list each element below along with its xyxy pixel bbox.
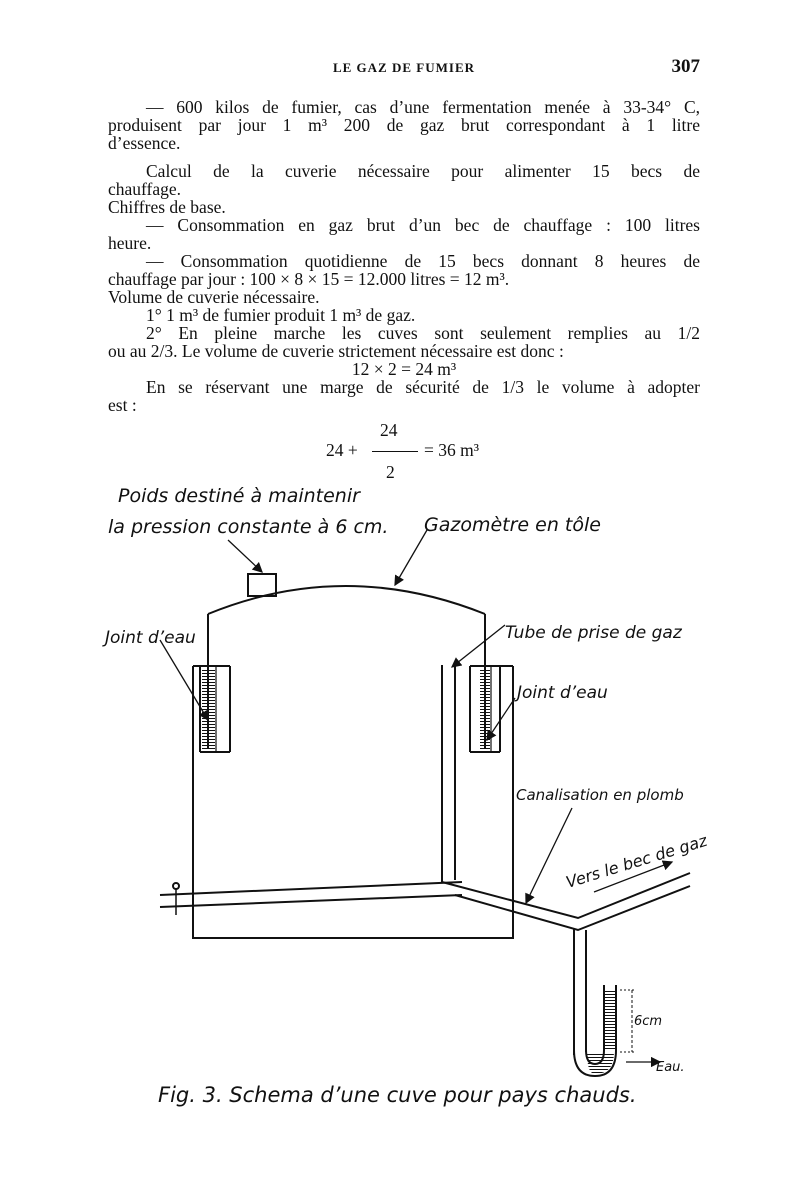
- text-line: chauffage.: [108, 179, 182, 199]
- label-lead-pipe: Canalisation en plomb: [516, 786, 684, 804]
- body-text: [108, 98, 700, 414]
- pipe-leader: [526, 808, 572, 903]
- formula-right-term: = 36 m³: [424, 440, 479, 460]
- weight-block: [248, 574, 276, 596]
- weight-leader: [228, 540, 262, 572]
- text-line: — Consommation en gaz brut d’un bec de chauffage : 100 litres: [146, 215, 700, 235]
- figure-caption: Fig. 3. Schema d’une cuve pour pays chauds.: [158, 1083, 637, 1107]
- text-line: ou au 2/3. Le volume de cuverie strictement nécessaire est donc :: [108, 341, 564, 361]
- gasometer-bell: [208, 586, 485, 748]
- label-weight-line1: Poids destiné à maintenir: [118, 485, 360, 507]
- page-header: [108, 56, 700, 80]
- text-line: heure.: [108, 233, 152, 253]
- text-line: 12 × 2 = 24 m³: [351, 359, 457, 379]
- label-water-seal-left: Joint d’eau: [105, 628, 196, 648]
- text-line: 2° En pleine marche les cuves sont seulement remplies au 1/2: [146, 323, 700, 343]
- page-number: 307: [671, 56, 700, 77]
- text-line: chauffage par jour : 100 × 8 × 15 = 12.000 litres = 12 m³.: [108, 269, 510, 289]
- text-line: Volume de cuverie nécessaire.: [108, 287, 320, 307]
- fraction-bar: [372, 451, 418, 452]
- label-gasometer: Gazomètre en tôle: [424, 514, 601, 536]
- tank-diagram: [0, 470, 800, 1080]
- formula-left-term: 24 +: [326, 440, 358, 460]
- text-line: — 600 kilos de fumier, cas d’une fermentation menée à 33-34° C,: [146, 97, 700, 117]
- formula-numerator: 24: [380, 420, 398, 440]
- text-line: Calcul de la cuverie nécessaire pour alimenter 15 becs de: [146, 161, 700, 181]
- label-water: Eau.: [656, 1060, 685, 1075]
- formula-denominator: 2: [386, 462, 395, 482]
- inlet-pipe: [160, 882, 462, 915]
- label-to-burner: Vers le bec de gaz: [563, 830, 710, 892]
- text-line: d’essence.: [108, 133, 181, 153]
- text-line: — Consommation quotidienne de 15 becs donnant 8 heures de: [146, 251, 700, 271]
- text-line: Chiffres de base.: [108, 197, 226, 217]
- gas-intake-tube: [442, 665, 455, 882]
- manometer-water: [605, 990, 615, 1050]
- text-line: En se réservant une marge de sécurité de 1/3 le volume à adopter: [146, 377, 700, 397]
- text-line: 1° 1 m³ de fumier produit 1 m³ de gaz.: [146, 305, 416, 325]
- gasometer-leader: [395, 530, 427, 585]
- text-line: est :: [108, 395, 137, 415]
- text-line: produisent par jour 1 m³ 200 de gaz brut correspondant à 1 litre: [108, 115, 700, 135]
- label-weight-line2: la pression constante à 6 cm.: [108, 516, 389, 538]
- label-6cm: 6cm: [634, 1014, 663, 1029]
- water-seal-left: [202, 668, 215, 750]
- label-gas-tube: Tube de prise de gaz: [505, 623, 682, 643]
- label-water-seal-right: Joint d’eau: [517, 683, 608, 703]
- gas-tube-leader: [452, 625, 505, 667]
- running-title: LE GAZ DE FUMIER: [332, 60, 476, 75]
- volume-formula: [318, 418, 498, 482]
